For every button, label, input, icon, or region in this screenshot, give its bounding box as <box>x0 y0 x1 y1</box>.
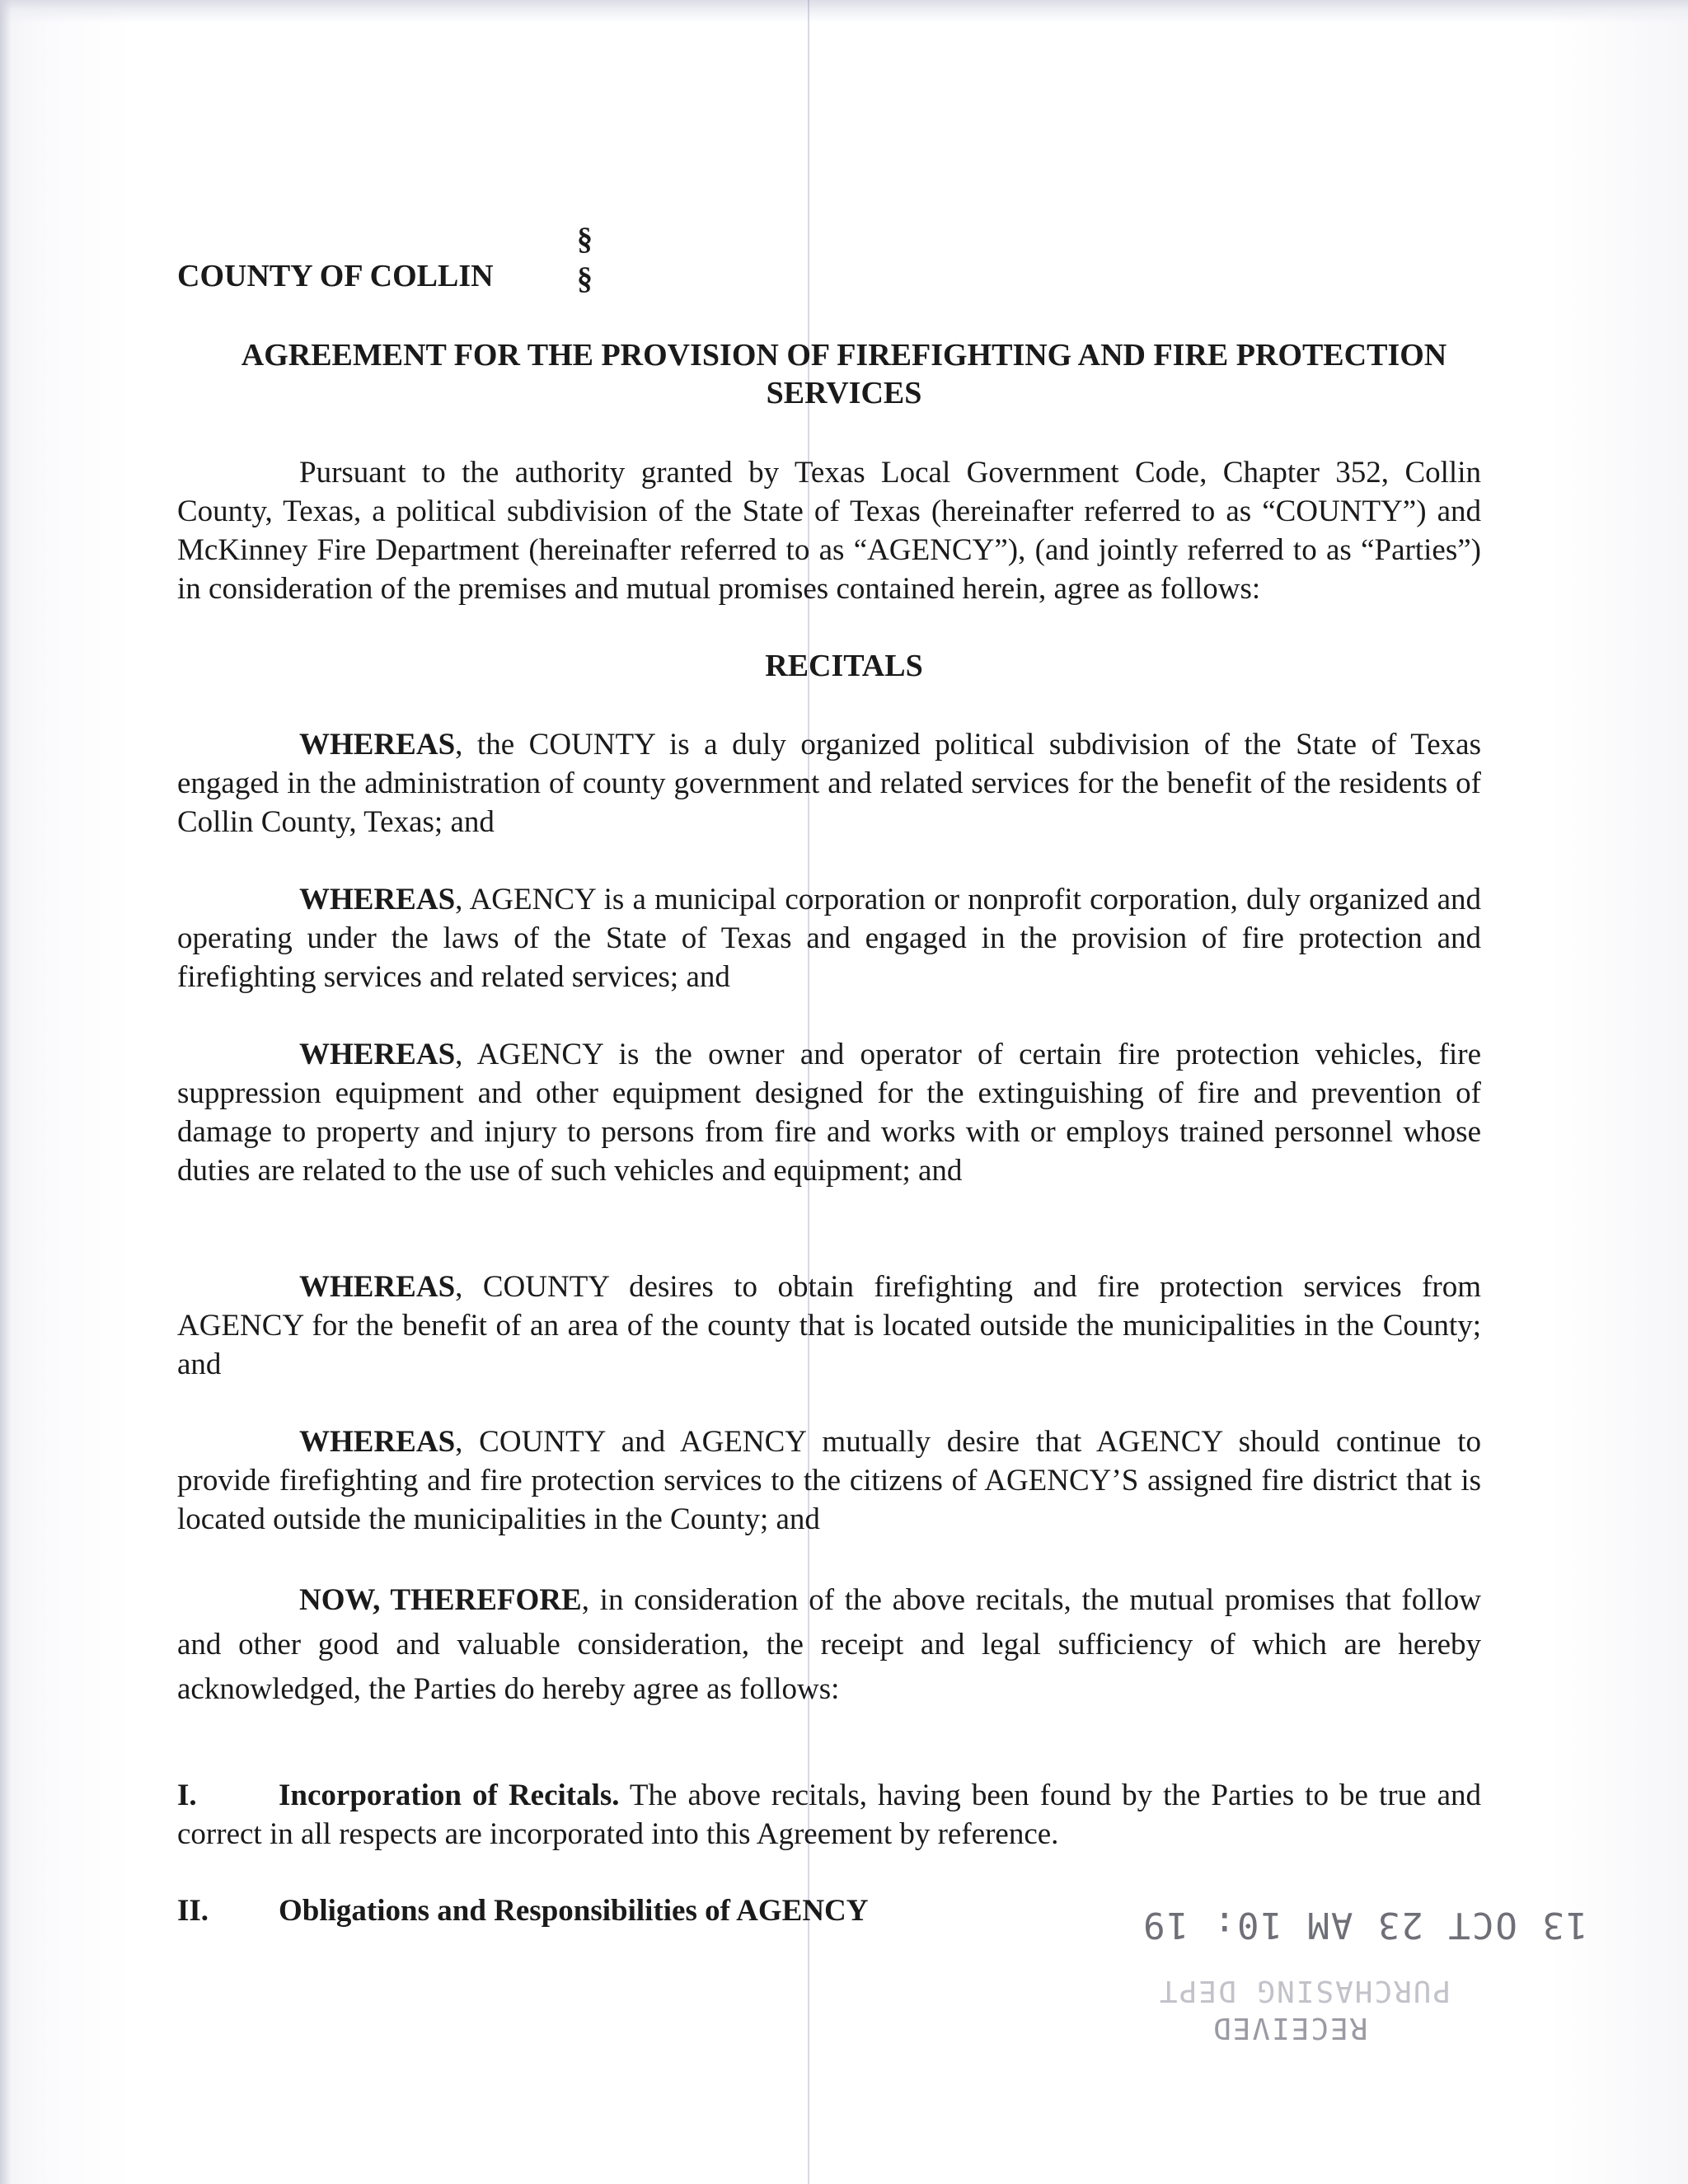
section-1-number: I. <box>177 1779 197 1812</box>
county-heading: COUNTY OF COLLIN <box>177 259 494 293</box>
recital-3-lead: WHEREAS <box>299 1038 456 1071</box>
recitals-heading <box>0 647 1688 685</box>
title-line-2 <box>0 374 1688 412</box>
therefore-paragraph <box>177 1578 1481 1712</box>
section-2-title: Obligations and Responsibilities of AGENCY <box>279 1894 869 1928</box>
recital-2-lead: WHEREAS <box>299 883 456 916</box>
recital-5-lead: WHEREAS <box>299 1425 456 1459</box>
recital-1 <box>177 725 1481 841</box>
title-line-1 <box>0 336 1688 374</box>
received-stamp-date: 13 OCT 23 AM 10: 19 <box>1142 1904 1588 1946</box>
title-line-2-text: SERVICES <box>766 376 922 410</box>
recital-4-text: , COUNTY desires to obtain firefighting and fire protection services from AGENCY for the benefit of an area of the county that is located outside the municipalities in the County; and <box>177 1270 1481 1381</box>
recital-4 <box>177 1268 1481 1384</box>
recitals-heading-text: RECITALS <box>765 649 923 683</box>
received-stamp-received: RECEIVED <box>1212 2011 1368 2045</box>
section-sign-1: § <box>577 222 593 256</box>
scan-top-shadow <box>0 0 1688 23</box>
recital-5-text: , COUNTY and AGENCY mutually desire that AGENCY should continue to provide firefighting and fire protection services to the citizens of AGENCY’S assigned fire district that is located outside the municipalities in the County; and <box>177 1425 1481 1536</box>
scan-left-shadow <box>0 0 12 2184</box>
section-1-text: The above recitals, having been found by the Parties to be true and correct in all respects are incorporated into this Agreement by reference. <box>177 1779 1482 1851</box>
title-line-1-text: AGREEMENT FOR THE PROVISION OF FIREFIGHTING AND FIRE PROTECTION <box>241 338 1447 373</box>
recital-1-text: , the COUNTY is a duly organized political subdivision of the State of Texas engaged in the administration of county government and related services for the benefit of the residents of Collin County, Texas; and <box>177 728 1481 839</box>
received-stamp-dept: PURCHASING DEPT <box>1158 1974 1451 2008</box>
recital-3-text: , AGENCY is the owner and operator of certain fire protection vehicles, fire suppression equipment and other equipment designed for the extinguishing of fire and prevention of damage to property and injury to persons from fire and works with or employs trained personnel whose duties are related to the use of such vehicles and equipment; and <box>177 1038 1481 1188</box>
recital-1-lead: WHEREAS <box>299 728 456 762</box>
intro-paragraph: Pursuant to the authority granted by Texas Local Government Code, Chapter 352, Collin County, Texas, a political subdivision of the State of Texas (hereinafter referred to as “COUNTY”) and McKinney Fire Department (hereinafter referred to as “AGENCY”), (and jointly referred to as “Parties”) in consideration of the premises and mutual promises contained herein, agree as follows: <box>177 456 1481 606</box>
therefore-lead: NOW, THEREFORE <box>299 1583 582 1617</box>
recital-4-lead: WHEREAS <box>299 1270 456 1304</box>
section-sign-2: § <box>577 261 593 296</box>
therefore-text: , in consideration of the above recitals, the mutual promises that follow and other good and valuable consideration, the receipt and legal sufficiency of which are hereby acknowledged, the Parties do hereby agree as follows: <box>177 1583 1481 1706</box>
recital-2-text: , AGENCY is a municipal corporation or nonprofit corporation, duly organized and operating under the laws of the State of Texas and engaged in the provision of fire protection and firefighting services and related services; and <box>177 883 1481 994</box>
recital-2 <box>177 880 1481 996</box>
section-2-number: II. <box>177 1894 209 1928</box>
section-1 <box>177 1776 1481 1854</box>
section-1-title: Incorporation of Recitals. <box>279 1779 620 1812</box>
recital-5 <box>177 1422 1481 1539</box>
recital-3 <box>177 1035 1481 1190</box>
